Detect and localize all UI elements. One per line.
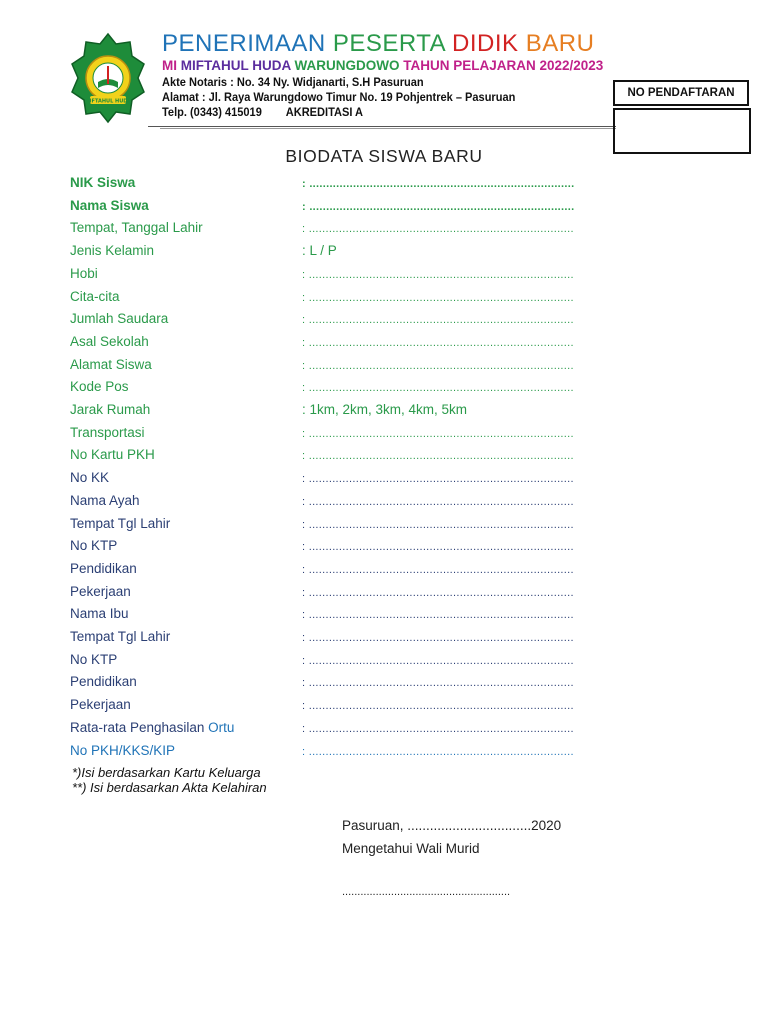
form-field-row xyxy=(70,311,650,331)
field-label-text: Cita-cita xyxy=(70,288,120,304)
form-field-row xyxy=(70,379,650,399)
form-field-row xyxy=(70,425,650,445)
field-value[interactable]: : ............................................................................... xyxy=(302,382,574,395)
header-subtitle xyxy=(162,58,603,74)
field-value[interactable]: : ............................................................................... xyxy=(302,700,574,713)
field-label-text: Pendidikan xyxy=(70,674,137,690)
field-label xyxy=(70,697,131,712)
form-field-row xyxy=(70,243,650,263)
form-field-row xyxy=(70,697,650,717)
field-label-text: No KTP xyxy=(70,538,118,554)
form-field-row xyxy=(70,289,650,309)
field-value[interactable]: : ............................................................................... xyxy=(302,178,575,190)
field-value[interactable]: : ............................................................................... xyxy=(302,336,574,349)
field-label-text: Rata-rata Penghasilan xyxy=(70,719,209,735)
signature-line[interactable]: ....................................................... xyxy=(342,886,511,898)
note-kartu-keluarga: *)Isi berdasarkan Kartu Keluarga xyxy=(72,765,261,780)
field-label xyxy=(70,629,170,644)
form-field-row xyxy=(70,674,650,694)
contact-line xyxy=(162,105,363,119)
field-value[interactable]: : 1km, 2km, 3km, 4km, 5km xyxy=(302,402,468,417)
field-value[interactable]: : ............................................................................... xyxy=(302,563,574,576)
form-field-row xyxy=(70,652,650,672)
form-field-row xyxy=(70,743,650,763)
field-label xyxy=(70,538,117,553)
field-label xyxy=(70,220,203,235)
field-label-text: Jarak Rumah xyxy=(70,402,151,417)
field-label-text: NIK Siswa xyxy=(70,175,136,190)
field-label xyxy=(70,584,131,599)
field-label xyxy=(70,334,149,349)
field-label-text: Tempat, Tanggal Lahir xyxy=(70,220,203,236)
form-title: BIODATA SISWA BARU xyxy=(285,146,483,166)
form-field-row xyxy=(70,516,650,536)
phone-text: Telp. (0343) 415019 xyxy=(162,105,262,119)
field-label xyxy=(70,175,135,190)
field-label xyxy=(70,652,117,667)
field-label xyxy=(70,311,168,326)
field-value[interactable]: : ............................................................................... xyxy=(302,654,574,667)
header-title xyxy=(162,30,594,58)
field-value[interactable]: : ............................................................................... xyxy=(302,450,574,463)
subtitle-part: MIFTAHUL HUDA xyxy=(180,58,295,73)
field-label xyxy=(70,198,149,213)
field-label-text: Nama Ibu xyxy=(70,606,129,622)
form-field-row xyxy=(70,629,650,649)
field-value[interactable]: : ............................................................................... xyxy=(302,632,574,644)
accreditation-text: AKREDITASI A xyxy=(285,105,364,119)
form-field-row xyxy=(70,266,650,286)
form-field-row xyxy=(70,334,650,354)
field-value[interactable]: : ............................................................................... xyxy=(302,223,574,236)
field-label xyxy=(70,743,175,758)
field-value[interactable]: : ............................................................................... xyxy=(302,745,574,758)
field-label xyxy=(70,720,234,735)
field-value[interactable]: : ............................................................................... xyxy=(302,609,574,622)
field-value[interactable]: : L / P xyxy=(302,243,337,259)
field-label xyxy=(70,266,98,281)
field-value[interactable]: : ............................................................................... xyxy=(302,586,574,599)
form-field-row xyxy=(70,198,650,218)
form-field-row xyxy=(70,220,650,240)
field-value[interactable]: : ............................................................................... xyxy=(302,677,574,690)
field-value[interactable]: : ............................................................................... xyxy=(302,427,574,440)
field-label-text: Nama Siswa xyxy=(70,197,149,213)
field-label-text: Tempat Tgl Lahir xyxy=(70,629,171,644)
field-label-text: Asal Sekolah xyxy=(70,333,149,349)
field-value[interactable]: : ............................................................................... xyxy=(302,722,574,735)
field-label xyxy=(70,289,120,304)
field-label-text: No PKH/KKS/KIP xyxy=(70,742,176,758)
logo-text: MIFTAHUL HUDA xyxy=(84,98,132,105)
title-part: PESERTA xyxy=(332,30,453,57)
subtitle-part: WARUNGDOWO xyxy=(294,58,404,73)
form-field-row xyxy=(70,357,650,377)
field-value[interactable]: : ............................................................................... xyxy=(302,518,574,531)
subtitle-part: TAHUN PELAJARAN 2022/2023 xyxy=(403,58,604,73)
acknowledged-text: Mengetahui Wali Murid xyxy=(342,841,480,856)
subtitle-part: MI xyxy=(162,58,181,73)
field-label-text: Kode Pos xyxy=(70,379,129,395)
field-label-text: Tempat Tgl Lahir xyxy=(70,515,171,531)
field-label xyxy=(70,357,152,372)
field-label xyxy=(70,447,155,462)
header-divider-thin xyxy=(160,128,616,129)
form-field-row xyxy=(70,606,650,626)
title-part: BARU xyxy=(525,30,595,57)
field-label xyxy=(70,379,129,394)
field-value[interactable]: : ............................................................................... xyxy=(302,541,574,554)
field-label xyxy=(70,243,154,258)
address-line: Alamat : Jl. Raya Warungdowo Timur No. 19 Pohjentrek – Pasuruan xyxy=(162,90,516,104)
field-label xyxy=(70,674,137,689)
field-label-text: Pekerjaan xyxy=(70,697,131,713)
registration-number-label: NO PENDAFTARAN xyxy=(613,80,749,106)
field-label-text: No KTP xyxy=(70,651,118,667)
field-label-text: Nama Ayah xyxy=(70,492,140,508)
field-label-text: Alamat Siswa xyxy=(70,356,152,372)
form-field-row xyxy=(70,538,650,558)
header-divider xyxy=(148,126,616,127)
field-value[interactable]: : ............................................................................... xyxy=(302,314,574,327)
field-value[interactable]: : ............................................................................... xyxy=(302,495,574,508)
field-label-text: Hobi xyxy=(70,265,98,281)
field-label xyxy=(70,561,137,576)
field-label xyxy=(70,516,170,531)
field-label-text: No KK xyxy=(70,470,110,486)
school-logo xyxy=(70,32,146,124)
field-label-text: Jumlah Saudara xyxy=(70,311,169,327)
place-date: Pasuruan, .................................2020 xyxy=(342,818,562,833)
field-value[interactable]: : ............................................................................... xyxy=(302,200,575,213)
field-label-text: Jenis Kelamin xyxy=(70,243,155,259)
field-label xyxy=(70,606,129,621)
field-value[interactable]: : ............................................................................... xyxy=(302,268,574,281)
field-label-text: Pekerjaan xyxy=(70,583,131,599)
field-value[interactable]: : ............................................................................... xyxy=(302,359,574,372)
form-field-row xyxy=(70,175,650,195)
field-label xyxy=(70,493,140,508)
field-label-text: Pendidikan xyxy=(70,560,137,576)
form-field-row xyxy=(70,470,650,490)
form-field-row xyxy=(70,447,650,467)
form-field-row xyxy=(70,720,650,740)
notary-line: Akte Notaris : No. 34 Ny. Widjanarti, S.H Pasuruan xyxy=(162,75,424,89)
form-field-row xyxy=(70,584,650,604)
field-label xyxy=(70,470,109,485)
form-field-row xyxy=(70,561,650,581)
title-part: PENERIMAAN xyxy=(162,30,333,57)
note-akta-kelahiran: **) Isi berdasarkan Akta Kelahiran xyxy=(72,780,267,795)
field-value[interactable]: : ............................................................................... xyxy=(302,291,574,304)
field-label-text: No Kartu PKH xyxy=(70,447,155,463)
field-value[interactable]: : ............................................................................... xyxy=(302,473,574,486)
field-label xyxy=(70,425,145,440)
form-field-row xyxy=(70,402,650,422)
form-field-row xyxy=(70,493,650,513)
title-part: DIDIK xyxy=(452,30,526,57)
field-label-suffix: Ortu xyxy=(208,719,235,735)
field-label xyxy=(70,402,150,417)
field-label-text: Transportasi xyxy=(70,424,145,440)
